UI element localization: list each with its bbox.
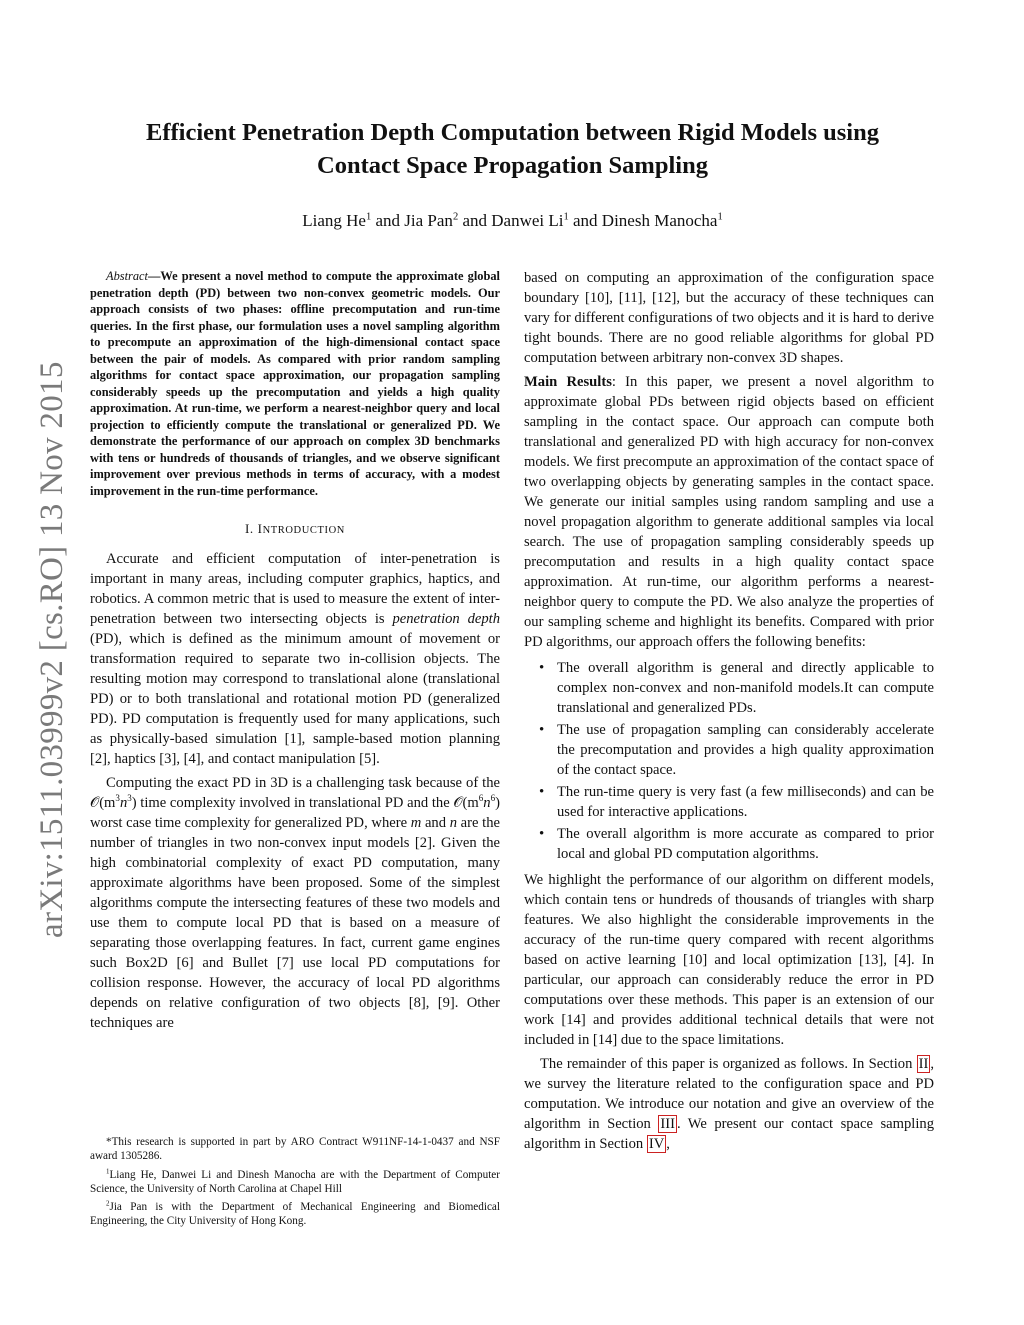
abstract-text: We present a novel method to compute the approximate global penetration depth (PD) between two non-convex geometric models. Our approach consists of two phases: offline precomputation and run-time queries. In the first phase, our formulation uses a novel sampling algorithm to precompute an approximation of the high-dimensional contact space between the pair of models. As compared with prior random sampling algorithms for contact space approximation, our propagation sampling considerably speeds up the precomputation and yields a high quality approximation. At run-time, we perform a nearest-neighbor query and local projection to efficiently compute the translational or generalized PD. We demonstrate the performance of our approach on complex 3D benchmarks with tens or hundreds of thousands of triangles, and we observe significant improvement over previous methods in terms of accuracy, with a modest improvement in the run-time performance.	[90, 269, 500, 498]
title-line-1: Efficient Penetration Depth Computation between Rigid Models using	[146, 119, 879, 146]
footnote-mark: 1	[106, 1166, 110, 1175]
affiliation-mark: 1	[563, 211, 569, 223]
term-penetration-depth: penetration depth	[392, 611, 500, 627]
author-separator: and	[462, 211, 487, 230]
text-run: worst case time complexity for generalized PD, where	[90, 815, 411, 831]
continuation-paragraph: based on computing an approximation of the configuration space boundary [10], [11], [12], but the accuracy of these techniques can vary for different configurations of two objects and it is hard to derive tight bounds. There are no good reliable algorithms for global PD computation between arbitrary non-convex 3D shapes.	[524, 270, 934, 366]
text-run: ,	[666, 1136, 670, 1152]
text-run: . We present our contact space sampling algorithm in Section	[524, 1116, 934, 1152]
footnote-affiliation-1	[90, 1168, 500, 1197]
right-column	[524, 268, 934, 1154]
math-variable-n: n	[449, 815, 457, 831]
text-run: are the number of triangles in two non-convex input models [2]. Given the high combinatorial complexity of exact PD computation, many approximate algorithms have been proposed. Some of the simplest algorithms compute the intersecting features of these two models and use them to compute local PD that is based on a measure of separating those overlapping features. In fact, current game engines such Box2D [6] and Bullet [7] use local PD computations for collision response. However, the accuracy of local PD algorithms depends on relative configuration of two objects [8], [9]. Other techniques are	[90, 815, 500, 1031]
footnotes	[90, 1135, 500, 1229]
organization-paragraph	[524, 1054, 934, 1154]
author-list	[90, 209, 935, 233]
main-results-label: Main Results	[524, 374, 612, 390]
text-run: Computing the exact PD in 3D is a challenging task because of the	[106, 775, 500, 791]
abstract	[90, 268, 500, 499]
math-exponent: 6	[490, 793, 496, 804]
math-exponent: 6	[478, 793, 484, 804]
text-run: and	[421, 815, 450, 831]
footnote-text: Jia Pan is with the Department of Mechanical Engineering and Biomedical Engineering, the City University of Hong Kong.	[90, 1201, 500, 1228]
author-name: Danwei Li	[491, 211, 564, 230]
complexity-generalized	[453, 795, 500, 811]
math-exponent: 3	[127, 793, 132, 804]
affiliation-mark: 2	[452, 211, 459, 223]
section-numeral: I.	[244, 521, 254, 536]
footnote-text: Liang He, Danwei Li and Dinesh Manocha are with the Department of Computer Science, the University of North Carolina at Chapel Hill	[90, 1168, 500, 1195]
author-separator: and	[573, 211, 598, 230]
section-ref-link[interactable]: II	[918, 1056, 929, 1072]
text-run: Accurate and efficient computation of inter-penetration is important in many areas, including computer graphics, haptics, and robotics. A common metric that is used to measure the extent of inter-penetration between two intersecting objects is	[90, 551, 500, 627]
intro-paragraph-2	[90, 773, 500, 1033]
intro-paragraph-1	[90, 549, 500, 769]
benefits-list	[524, 658, 934, 864]
list-item: • The run-time query is very fast (a few milliseconds) and can be used for interactive applications.	[557, 782, 934, 822]
title-line-2: Contact Space Propagation Sampling	[317, 152, 708, 179]
author-name: Dinesh Manocha	[601, 211, 718, 230]
affiliation-mark: 1	[717, 211, 723, 223]
math-variable-m: m	[410, 815, 422, 831]
math-run: n	[119, 795, 128, 811]
complexity-translational	[90, 795, 137, 811]
abstract-dash: —	[148, 269, 161, 283]
main-results-paragraph	[524, 372, 934, 652]
section-ref-link[interactable]: IV	[648, 1136, 665, 1152]
arxiv-identifier: arXiv:1511.03999v2 [cs.RO] 13 Nov 2015	[34, 361, 70, 939]
math-run: )	[495, 795, 500, 811]
highlight-paragraph: We highlight the performance of our algorithm on different models, which contain tens or hundreds of thousands of triangles with sharp features. We also highlight the considerable improvements in the accuracy of the run-time query compared with recent algorithms based on active learning [10] and local optimization [13], [4]. In particular, our approach can considerably reduce the error in PD computations over these methods. This paper is an extension of our work [14] and provides additional technical details that were not included in [14] due to the space limitations.	[524, 872, 934, 1048]
author-name: Jia Pan	[404, 211, 453, 230]
author-name: Liang He	[302, 211, 366, 230]
section-ref-link[interactable]: III	[660, 1116, 675, 1132]
section-heading-introduction	[90, 519, 500, 541]
math-run: n	[483, 795, 491, 811]
footnote-funding: *This research is supported in part by ARO Contract W911NF-14-1-0437 and NSF award 1305286.	[90, 1136, 500, 1163]
math-run: 𝒪(m	[453, 795, 479, 811]
math-run: 𝒪(m	[90, 795, 116, 811]
math-exponent: 3	[115, 793, 120, 804]
author-separator: and	[375, 211, 401, 230]
footnote-mark: 2	[106, 1199, 110, 1208]
left-column	[90, 268, 500, 1033]
footnote-affiliation-2	[90, 1200, 500, 1229]
text-run: , we survey the literature related to the configuration space and PD computation. We introduce our notation and give an overview of the algorithm in Section	[524, 1056, 934, 1132]
list-item: • The overall algorithm is more accurate as compared to prior local and global PD computation algorithms.	[557, 824, 934, 864]
main-results-text: : In this paper, we present a novel algorithm to approximate global PDs between rigid objects based on efficient sampling in the contact space. Our approach can compute both translational and generalized PD with high accuracy for non-convex models. We first precompute an approximation of the contact space of two overlapping objects by generating samples in the contact space. We generate our initial samples using random sampling and use a novel propagation algorithm to generate additional samples via local search. The use of propagation sampling considerably speeds up precomputation and results in a high quality contact space approximation. At run-time, our algorithm performs a nearest-neighbor query to compute the PD. We also analyze the properties of our sampling scheme and highlight its benefits. Compared with prior PD algorithms, our approach offers the following benefits:	[524, 374, 934, 650]
text-run: The remainder of this paper is organized as follows. In Section	[540, 1056, 917, 1072]
list-item: • The use of propagation sampling can considerably accelerate the precomputation and provides a high quality approximation of the contact space.	[557, 720, 934, 780]
section-title-rest: NTRODUCTION	[262, 525, 345, 536]
paper-title	[90, 116, 935, 182]
text-run: (PD), which is defined as the minimum amount of movement or transformation required to separate two in-collision objects. The resulting motion may correspond to translational alone (translational PD) or to both translational and rotational motion PD (generalized PD). PD computation is frequently used for many applications, such as physically-based simulation [1], sample-based motion planning [2], haptics [3], [4], and contact manipulation [5].	[90, 631, 500, 767]
affiliation-mark: 1	[365, 211, 372, 223]
section-title-initial: I	[257, 521, 263, 536]
list-item: • The overall algorithm is general and directly applicable to complex non-convex and non-manifold models.It can compute translational and generalized PDs.	[557, 658, 934, 718]
math-run: )	[131, 795, 137, 811]
abstract-label: Abstract	[106, 269, 148, 283]
text-run: time complexity involved in translational PD and the	[136, 795, 454, 811]
